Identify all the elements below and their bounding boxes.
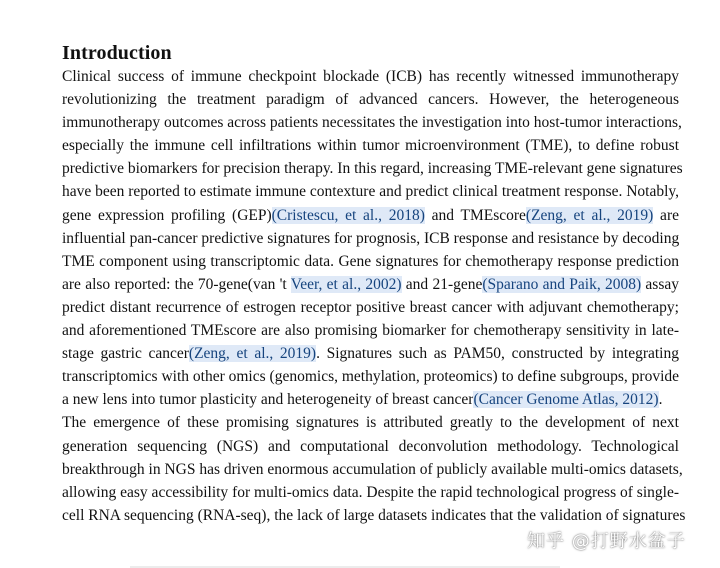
text-line	[62, 180, 679, 203]
text-run: TME component using transcriptomic data. Gene signatures for chemotherapy response prediction	[62, 252, 679, 270]
body-paragraphs	[62, 65, 686, 527]
text-run: .	[658, 391, 663, 409]
text-line	[62, 65, 679, 88]
text-run: influential pan-cancer predictive signatures for prognosis, ICB response and resistance by decoding	[62, 229, 680, 247]
text-run: are also reported: the 70-gene(van 't	[62, 275, 291, 293]
citation-link[interactable]: (Sparano and Paik, 2008)	[482, 275, 642, 293]
text-run: stage gastric cancer	[62, 345, 189, 363]
text-run: transcriptomics with other omics (genomics, methylation, proteomics) to define subgroups, provide	[62, 368, 679, 386]
text-run: and 21-gene	[401, 275, 483, 293]
text-line	[62, 411, 679, 434]
citation-link[interactable]: (Zeng, et al., 2019)	[525, 206, 654, 224]
text-run: immunotherapy outcomes across patients necessitates the investigation into host-tumor interactions,	[62, 114, 682, 132]
citation-link[interactable]: (Cancer Genome Atlas, 2012)	[473, 391, 659, 409]
text-run: and TMEscore	[424, 206, 526, 224]
text-line	[62, 88, 679, 111]
text-line	[62, 157, 683, 180]
citation-link[interactable]: Veer, et al., 2002)	[290, 275, 402, 293]
text-line	[62, 365, 679, 388]
text-line	[62, 227, 679, 250]
text-line	[62, 435, 679, 458]
text-line	[62, 273, 679, 296]
text-run: have been reported to estimate immune contexture and predict clinical treatment response. Notably,	[62, 183, 680, 201]
text-run: allowing easy accessibility for multi-omics data. Despite the rapid technological progress of single-	[62, 483, 679, 501]
text-run: and aforementioned TMEscore are also promising biomarker for chemotherapy sensitivity in late-	[62, 322, 679, 340]
text-run: predict distant recurrence of estrogen receptor positive breast cancer with adjuvant chemotherapy;	[62, 298, 679, 316]
text-line	[62, 250, 679, 273]
text-run: The emergence of these promising signatures is attributed greatly to the development of next	[62, 414, 679, 432]
text-line	[62, 134, 679, 157]
text-line	[62, 458, 683, 481]
text-line	[62, 388, 679, 411]
text-run: Clinical success of immune checkpoint blockade (ICB) has recently witnessed immunotherapy	[62, 68, 679, 85]
text-line	[62, 111, 682, 134]
text-line	[62, 504, 686, 527]
text-run: assay	[641, 275, 679, 293]
zhihu-watermark: 知乎 @打野水盆子	[527, 531, 686, 552]
text-run: a new lens into tumor plasticity and heterogeneity of breast cancer	[62, 391, 474, 409]
text-run: cell RNA sequencing (RNA-seq), the lack of large datasets indicates that the validation of signatures	[62, 506, 686, 524]
text-line	[62, 319, 679, 342]
text-run: predictive biomarkers for precision therapy. In this regard, increasing TME-relevant gene signatures	[62, 160, 683, 178]
section-heading: Introduction	[62, 42, 172, 65]
text-run: especially the immune cell infiltrations within tumor microenvironment (TME), to define robust	[62, 137, 679, 155]
text-line	[62, 342, 679, 365]
text-line	[62, 481, 679, 504]
citation-link[interactable]: (Zeng, et al., 2019)	[188, 345, 317, 363]
text-run: gene expression profiling (GEP)	[62, 206, 272, 224]
text-run: are	[653, 206, 679, 224]
text-line	[62, 204, 679, 227]
citation-link[interactable]: (Cristescu, et al., 2018)	[271, 206, 425, 224]
text-run: breakthrough in NGS has driven enormous accumulation of publicly available multi-omics datasets,	[62, 460, 683, 478]
text-line	[62, 296, 679, 319]
text-run: . Signatures such as PAM50, constructed by integrating	[316, 345, 679, 363]
text-run: generation sequencing (NGS) and computational deconvolution methodology. Technological	[62, 437, 679, 455]
text-run: revolutionizing the treatment paradigm of advanced cancers. However, the heterogeneous	[62, 91, 679, 109]
